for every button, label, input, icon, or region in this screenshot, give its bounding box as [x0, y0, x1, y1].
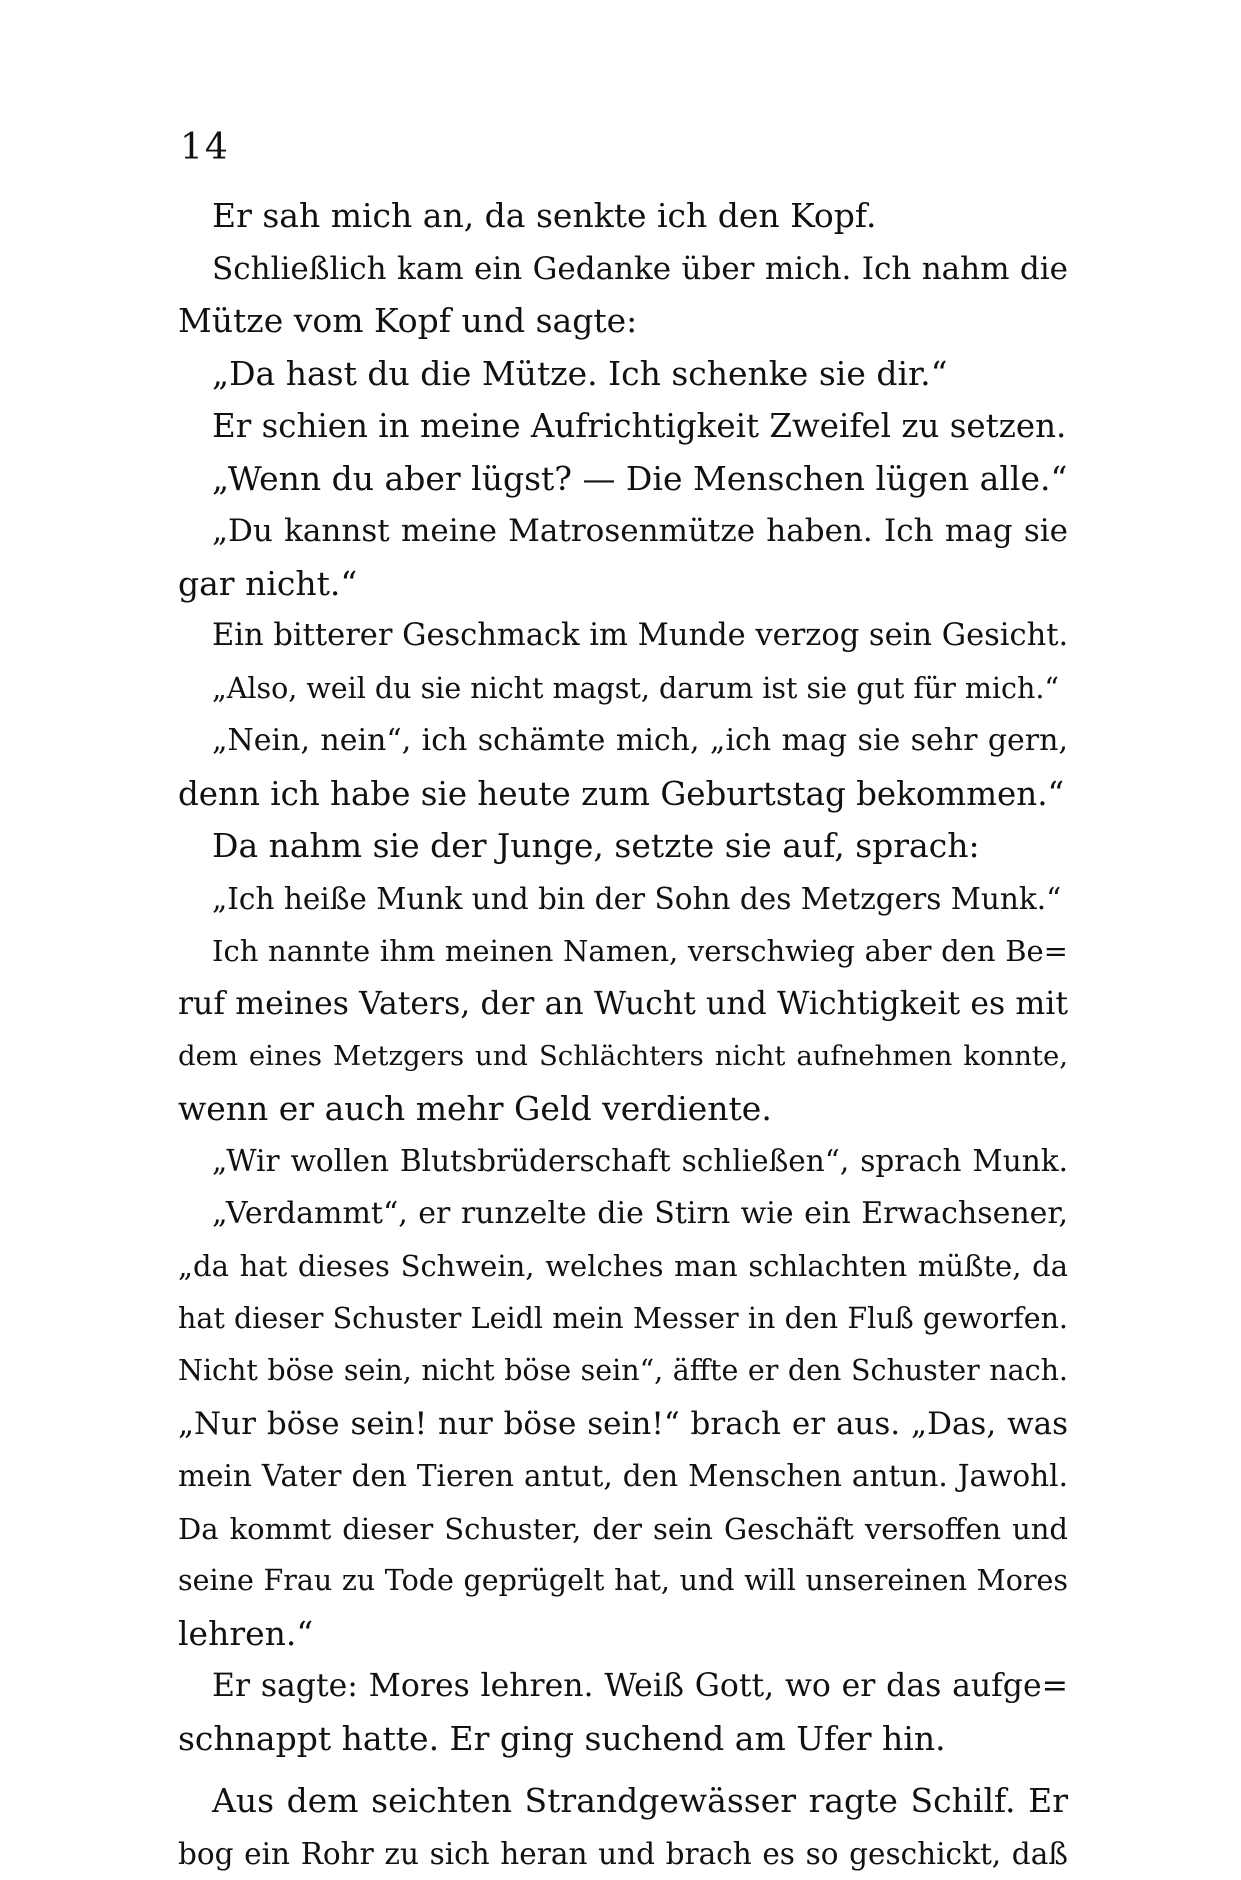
text-line: Schließlich kam ein Gedanke über mich. Ich nahm die: [178, 243, 1068, 296]
text-line: schnappt hatte. Er ging suchend am Ufer hin.: [178, 1713, 1068, 1766]
text-line: Nicht böse sein, nicht böse sein“, äffte er den Schuster nach.: [178, 1345, 1068, 1398]
text-line: „Verdammt“, er runzelte die Stirn wie ein Erwachsener,: [178, 1188, 1068, 1241]
text-line: „Also, weil du sie nicht magst, darum ist sie gut für mich.“: [178, 663, 1068, 716]
text-line: gar nicht.“: [178, 558, 1068, 611]
text-line: „Ich heiße Munk und bin der Sohn des Metzgers Munk.“: [178, 873, 1068, 926]
text-line: wenn er auch mehr Geld verdiente.: [178, 1083, 1068, 1136]
text-line: Er sah mich an, da senkte ich den Kopf.: [178, 190, 1068, 243]
text-line: Da kommt dieser Schuster, der sein Geschäft versoffen und: [178, 1503, 1068, 1556]
page-number: 14: [180, 128, 230, 168]
text-line: denn ich habe sie heute zum Geburtstag bekommen.“: [178, 768, 1068, 821]
text-line: seine Frau zu Tode geprügelt hat, und will unsereinen Mores: [178, 1555, 1068, 1608]
text-line: lehren.“: [178, 1608, 1068, 1661]
text-line: Da nahm sie der Junge, setzte sie auf, sprach:: [178, 820, 1068, 873]
text-line: hat dieser Schuster Leidl mein Messer in den Fluß geworfen.: [178, 1293, 1068, 1346]
text-line: Ein bitterer Geschmack im Munde verzog sein Gesicht.: [178, 610, 1068, 663]
text-line: bog ein Rohr zu sich heran und brach es so geschickt, daß: [178, 1828, 1068, 1880]
text-line: „Du kannst meine Matrosenmütze haben. Ich mag sie: [178, 505, 1068, 558]
text-line: Er sagte: Mores lehren. Weiß Gott, wo er das aufge=: [178, 1660, 1068, 1713]
text-line: Aus dem seichten Strandgewässer ragte Schilf. Er: [178, 1775, 1068, 1828]
text-line: „da hat dieses Schwein, welches man schlachten müßte, da: [178, 1240, 1068, 1293]
text-line: Er schien in meine Aufrichtigkeit Zweifel zu setzen.: [178, 400, 1068, 453]
text-line: Mütze vom Kopf und sagte:: [178, 295, 1068, 348]
text-line: „Nur böse sein! nur böse sein!“ brach er aus. „Das, was: [178, 1398, 1068, 1451]
text-line: „Nein, nein“, ich schämte mich, „ich mag sie sehr gern,: [178, 715, 1068, 768]
body-text: [178, 190, 1068, 1880]
text-line: „Wenn du aber lügst? — Die Menschen lügen alle.“: [178, 453, 1068, 506]
text-line: „Wir wollen Blutsbrüderschaft schließen“, sprach Munk.: [178, 1135, 1068, 1188]
text-line: „Da hast du die Mütze. Ich schenke sie dir.“: [178, 348, 1068, 401]
text-line: Ich nannte ihm meinen Namen, verschwieg aber den Be=: [178, 925, 1068, 978]
text-line: dem eines Metzgers und Schlächters nicht aufnehmen konnte,: [178, 1030, 1068, 1083]
text-line: ruf meines Vaters, der an Wucht und Wichtigkeit es mit: [178, 978, 1068, 1031]
text-line: mein Vater den Tieren antut, den Menschen antun. Jawohl.: [178, 1450, 1068, 1503]
